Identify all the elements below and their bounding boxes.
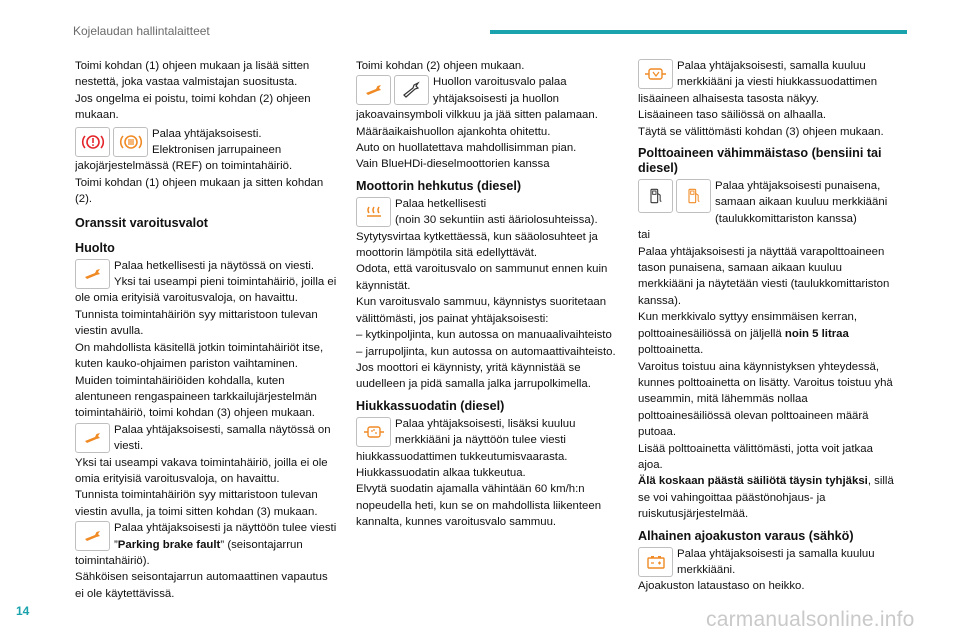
wrench-icon (356, 75, 391, 105)
paragraph: Sähköisen seisontajarrun automaattinen vapautus ei ole käytettävissä. (75, 571, 328, 600)
bold-text: Älä koskaan päästä säiliötä täysin tyhjäksi (638, 475, 868, 488)
preheat-block (356, 196, 618, 229)
bold-text: noin 5 litraa (784, 327, 849, 340)
fuel-pump-icon (638, 179, 673, 213)
column-2 (356, 58, 618, 531)
paragraph: tai (638, 229, 651, 242)
bold-text: Parking brake fault (117, 538, 221, 551)
service-text: Palaa yhtäjaksoisesti, samalla näytössä on viesti. (114, 423, 331, 453)
header-accent-bar (490, 30, 907, 34)
paragraph: Kun varoitusvalo sammuu, käynnistys suoritetaan välittömästi, jos painat yhtäjaksoisesti: (356, 296, 607, 325)
paragraph: Määräaikaishuollon ajankohta ohitettu. (356, 125, 551, 138)
paragraph: Elvytä suodatin ajamalla vähintään 60 km/h:n nopeudella heti, kun se on mahdollista liikenteen kannalta, kunnes varoitusvalo sammuu. (356, 483, 602, 529)
wrench-icon (75, 521, 110, 551)
additive-text: Palaa yhtäjaksoisesti, samalla kuuluu merkkiääni ja viesti hiukkassuodattimen lisäaineen alhaisesta tasosta näkyy. (638, 60, 878, 105)
fuel-block (638, 178, 900, 227)
additive-block (638, 58, 900, 107)
paragraph: Varoitus toistuu aina käynnistyksen yhteydessä, kunnes polttoainetta on lisätty. Varoitus toistuu yhä useammin, mitä lähemmäs nollaa polttoainesäiliössä olevan polttoaineen määrä putoaa. (638, 360, 893, 439)
paragraph: Vain BlueHDi-dieselmoottorien kanssa (356, 158, 550, 171)
paragraph: Älä koskaan päästä säiliötä täysin tyhjäksi, sillä se voi vahingoittaa päästönohjaus- ja ruiskutusjärjestelmää. (638, 475, 894, 521)
service-block-2 (75, 422, 337, 455)
wrench-outline-icon (394, 75, 429, 105)
paragraph: On mahdollista käsitellä jotkin toimintahäiriöt itse, kuten kauko-ohjaimen pariston vaihtaminen. (75, 341, 324, 371)
service-block-1 (75, 258, 337, 307)
section-heading-preheat: Moottorin hehkutus (diesel) (356, 178, 522, 193)
battery-icon (638, 547, 673, 577)
service-text: Palaa hetkellisesti ja näytössä on viesti. (114, 259, 315, 272)
paragraph: Jos moottori ei käynnisty, yritä käynnistää se uudelleen ja pidä samalla jalka jarrupolkimella. (356, 361, 591, 391)
section-heading-service: Huolto (75, 240, 115, 255)
service-block-3 (75, 520, 337, 569)
paragraph: Hiukkassuodatin alkaa tukkeutua. (356, 466, 526, 479)
paragraph: Muiden toimintahäiriöiden kohdalla, kuten alentuneen rengaspaineen tarkkailujärjestelmän toimintahäiriö, toimi kohdan (3) ohjeen mukaan. (75, 374, 317, 420)
dpf-block (356, 416, 618, 465)
paragraph: Odota, että varoitusvalo on sammunut ennen kuin käynnistät. (356, 263, 608, 292)
watermark: carmanualsonline.info (706, 608, 915, 631)
page-header-title: Kojelaudan hallintalaitteet (73, 24, 210, 38)
brake-ref-icon (113, 127, 148, 157)
paragraph: Sytytysvirtaa kytkettäessä, kun sääolosuhteet ja moottorin lämpötila sitä edellyttävät. (356, 230, 598, 260)
list-item: – jarrupoljinta, kun autossa on automaattivaihteisto. (356, 345, 616, 358)
paragraph: Yksi tai useampi vakava toimintahäiriö, joilla ei ole omia erityisiä varoitusvaloja, on havaittu. (75, 456, 328, 485)
battery-block (638, 546, 900, 579)
paragraph: Palaa yhtäjaksoisesti ja näyttää varapolttoaineen tason punaisena, samaan aikaan kuuluu merkkiääni ja näytetään viesti (taulukkomittariston kanssa). (638, 245, 890, 307)
column-1 (75, 58, 337, 602)
wrench-icon (75, 423, 110, 453)
paragraph: Täytä se välittömästi kohdan (3) ohjeen mukaan. (638, 125, 884, 138)
dpf-text: Palaa yhtäjaksoisesti, lisäksi kuuluu merkkiääni ja näyttöön tulee viesti hiukkassuodattimen tukkeutumisvaarasta. (356, 417, 576, 463)
page-number: 14 (16, 604, 30, 618)
paragraph: Lisäaineen taso säiliössä on alhaalla. (638, 109, 827, 122)
paragraph: Auto on huollatettava mahdollisimman pian. (356, 142, 577, 155)
battery-text: Palaa yhtäjaksoisesti ja samalla kuuluu merkkiääni. (677, 547, 875, 576)
paragraph: Tunnista toimintahäiriön syy mittaristoon tulevan viestin avulla, ja toimi sitten kohdan (3) mukaan. (75, 489, 318, 518)
paragraph: Toimi kohdan (1) ohjeen mukaan ja lisää sitten nestettä, joka vastaa valmistajan suositusta. (75, 60, 310, 89)
section-heading-dpf: Hiukkassuodatin (diesel) (356, 398, 505, 413)
paragraph: Toimi kohdan (1) ohjeen mukaan ja sitten kohdan (2). (75, 176, 324, 206)
paragraph: Tunnista toimintahäiriön syy mittaristoon tulevan viestin avulla. (75, 308, 318, 338)
service-block-4 (356, 74, 618, 123)
paragraph: Ajoakuston lataustaso on heikko. (638, 580, 805, 593)
particle-filter-icon (356, 417, 391, 447)
glow-plug-icon (356, 197, 391, 227)
section-heading-fuel: Polttoaineen vähimmäistaso (bensiini tai diesel) (638, 146, 882, 176)
preheat-text: (noin 30 sekuntiin asti ääriolosuhteissa). (395, 214, 598, 227)
brake-text: Elektronisen jarrupaineen jakojärjestelmässä (REF) on toimintahäiriö. (75, 144, 293, 173)
wrench-icon (75, 259, 110, 289)
section-heading-battery: Alhainen ajoakuston varaus (sähkö) (638, 528, 854, 543)
fuel-text: Palaa yhtäjaksoisesti punaisena, samaan aikaan kuuluu merkkiääni (taulukkomittariston kanssa) (715, 180, 888, 225)
paragraph: Kun merkkivalo syttyy ensimmäisen kerran, polttoainesäiliössä on jäljellä noin 5 litraa polttoainetta. (638, 311, 858, 357)
service-text: Huollon varoitusvalo palaa yhtäjaksoisesti ja huollon jakoavainsymboli vilkkuu ja jää sitten palamaan. (356, 76, 598, 122)
preheat-text: Palaa hetkellisesti (395, 197, 487, 210)
brake-warning-icon (75, 127, 110, 157)
brake-text: Palaa yhtäjaksoisesti. (152, 127, 262, 140)
list-item: – kytkinpoljinta, kun autossa on manuaalivaihteisto (356, 329, 612, 342)
paragraph: Jos ongelma ei poistu, toimi kohdan (2) ohjeen mukaan. (75, 92, 311, 122)
fuel-pump-warning-icon (676, 179, 711, 213)
brake-warning-block (75, 126, 337, 175)
dpf-additive-icon (638, 59, 673, 89)
column-3 (638, 58, 900, 595)
paragraph: Lisää polttoainetta välittömästi, jotta voit jatkaa ajoa. (638, 442, 873, 471)
service-text: Yksi tai useampi pieni toimintahäiriö, joilla ei ole omia erityisiä varoitusvaloja, on havaittu. (75, 276, 337, 305)
section-heading-orange: Oranssit varoitusvalot (75, 215, 208, 230)
service-text: Palaa yhtäjaksoisesti ja näyttöön tulee viesti ”Parking brake fault” (seisontajarrun toimintahäiriö). (75, 522, 337, 567)
paragraph: Toimi kohdan (2) ohjeen mukaan. (356, 60, 525, 72)
